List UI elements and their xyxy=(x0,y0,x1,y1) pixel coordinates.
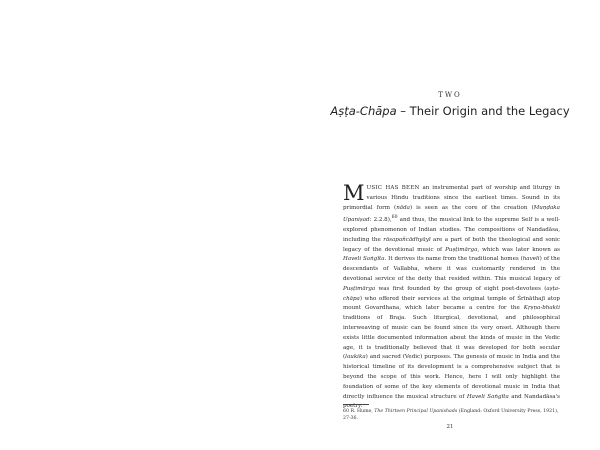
footnote-rule xyxy=(343,404,369,405)
text-run: ) is seen as the core of the creation ( xyxy=(409,204,534,211)
italic-term: laukika xyxy=(345,354,366,361)
text-run: ) of the descendants of Vallabha, where it was customarily rendered in the devotional service of the deity that resided within. This musical legacy of xyxy=(343,256,560,283)
opening-smallcaps: USIC HAS BEEN xyxy=(366,185,420,191)
text-run: : 2.2.8), xyxy=(369,217,392,224)
drop-cap: M xyxy=(343,181,365,205)
italic-term: rāsapañcādhyāyī xyxy=(383,236,431,243)
text-run: are a part of both the theological and sonic legacy of the devotional music of xyxy=(343,236,560,253)
italic-term: haveli xyxy=(522,256,540,263)
italic-term: Kṛṣṇa-bhakti xyxy=(523,305,560,312)
page-number: 21 xyxy=(446,424,454,430)
body-paragraph xyxy=(343,181,561,412)
chapter-number: TWO xyxy=(438,91,462,99)
chapter-title xyxy=(300,104,600,118)
text-run: traditions of Braja. Such liturgical, devotional, and philosophical interweaving of music can be found since its very onset. Although there exists little documented information about the kinds of music in the Vedic age, it is traditionally believed that it was developed for both secular ( xyxy=(343,315,560,361)
italic-term: Haveli Saṅgīta xyxy=(466,393,509,400)
text-run: an instrumental part of worship and liturgy in various Hindu traditions since the earliest times. Sound in its primordial form ( xyxy=(343,185,560,211)
text-run: ) and sacred (Vedic) purposes. The genesis of music in India and the historical timeline of its development is a comprehensive subject that is beyond the scope of this work. Hence, here I will only highlight the foundation of some of the key elements of devotional music in India that directly influence the musical structure of xyxy=(343,354,560,400)
italic-term: Muṇḍaka Upaniṣad xyxy=(343,204,560,224)
text-run: and Nandadāsa's poetry. xyxy=(343,393,560,410)
footnote xyxy=(343,408,560,422)
italic-term: Puṣṭimārga xyxy=(343,285,376,292)
footnote-text: (England: Oxford University Press, 1921), 27-36. xyxy=(343,409,559,421)
footnote-reference: 60 xyxy=(391,215,398,221)
text-run: and thus, the musical link to the supreme Self is a well-explored phenomenon of Indian studies. The compositions of Nandadāsa, including the xyxy=(343,217,560,243)
chapter-title-italic: Aṣṭa-Chāpa xyxy=(330,104,397,118)
chapter-title-rest: – Their Origin and the Legacy xyxy=(396,104,570,118)
italic-term: Haveli Saṅgīta xyxy=(343,256,385,263)
text-run: , which was later known as xyxy=(477,246,561,253)
italic-term: nāda xyxy=(396,204,410,211)
text-run: ) who offered their services at the original temple of Śrīnāthajī atop mount Govardhana, which later became a centre for the xyxy=(343,295,560,312)
italic-term: aṣṭa-chāpa xyxy=(343,285,560,302)
footnote-text: 60 R. Hume, xyxy=(343,409,375,414)
text-run: . It derives its name from the traditional homes ( xyxy=(384,256,523,263)
text-run: was first founded by the group of eight poet-devotees ( xyxy=(375,285,547,292)
footnote-title: The Thirteen Principal Upanishads xyxy=(374,409,458,414)
italic-term: Puṣṭimārga xyxy=(445,246,478,253)
